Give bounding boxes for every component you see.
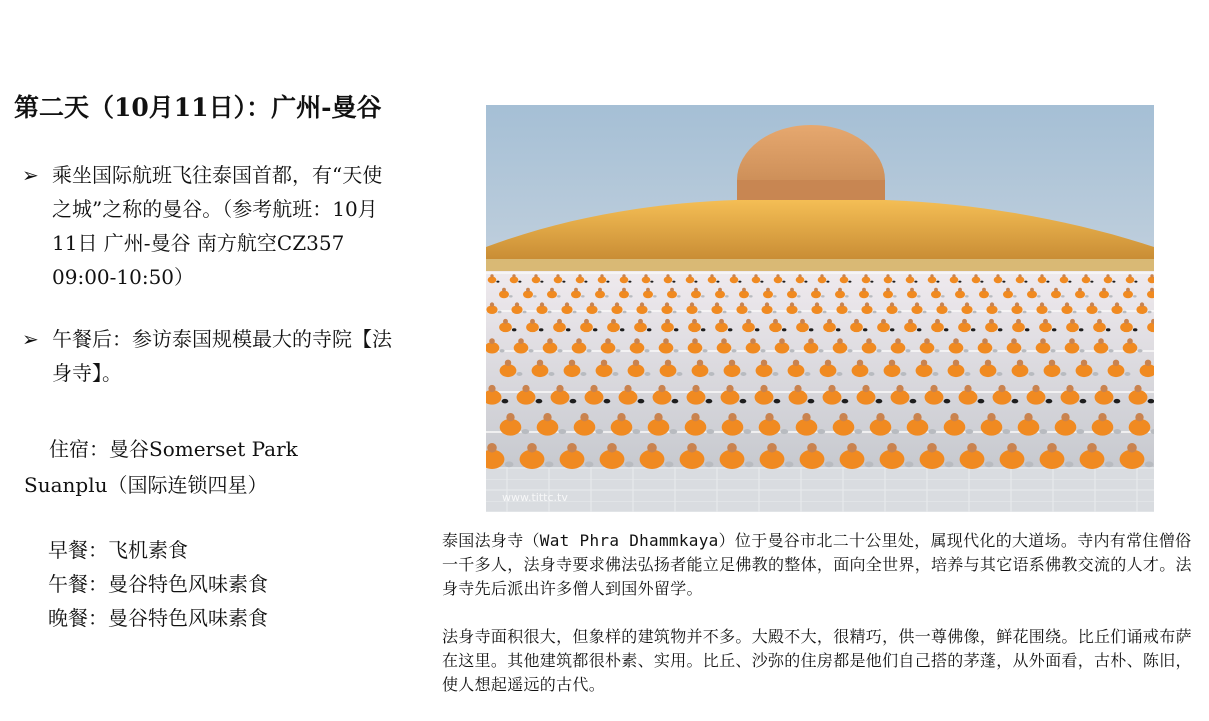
page-title: 第二天（10月11日）：广州-曼谷	[14, 93, 382, 122]
temple-visit-description: 午餐后：参访泰国规模最大的寺院【法身寺】。	[52, 327, 392, 385]
itinerary-item	[22, 322, 412, 390]
breakfast-text: 早餐：飞机素食	[48, 538, 188, 562]
flight-description: 乘坐国际航班飞往泰国首都，有“天使之城”之称的曼谷。（参考航班：10月11日 广州-曼谷 南方航空CZ357 09:00-10:50）	[52, 163, 383, 289]
itinerary-item	[22, 158, 412, 294]
temple-photo	[486, 105, 1154, 512]
photo-watermark: www.tittc.tv	[502, 491, 568, 504]
lunch-text: 午餐：曼谷特色风味素食	[48, 572, 268, 596]
temple-caption-paragraph: 泰国法身寺（Wat Phra Dhammkaya）位于曼谷市北二十公里处，属现代化的大道场。寺内有常住僧俗一千多人，法身寺要求佛法弘扬者能立足佛教的整体，面向全世界，培养与其它语系佛教交流的人才。法身寺先后派出许多僧人到国外留学。	[442, 531, 1192, 598]
temple-caption	[442, 529, 1202, 721]
arrow-bullet-icon: ➢	[22, 327, 39, 351]
meal-list	[48, 533, 388, 635]
itinerary-list	[22, 158, 412, 418]
dinner-text: 晚餐：曼谷特色风味素食	[48, 606, 268, 630]
arrow-bullet-icon: ➢	[22, 163, 39, 187]
temple-caption-paragraph: 法身寺面积很大，但象样的建筑物并不多。大殿不大，很精巧，供一尊佛像，鲜花围绕。比丘们诵戒布萨在这里。其他建筑都很朴素、实用。比丘、沙弥的住房都是他们自己搭的茅蓬，从外面看，古朴、陈旧，使人想起遥远的古代。	[442, 627, 1192, 694]
accommodation-text: 住宿：曼谷Somerset Park Suanplu（国际连锁四星）	[24, 437, 298, 497]
temple-photo-illustration	[486, 105, 1154, 512]
